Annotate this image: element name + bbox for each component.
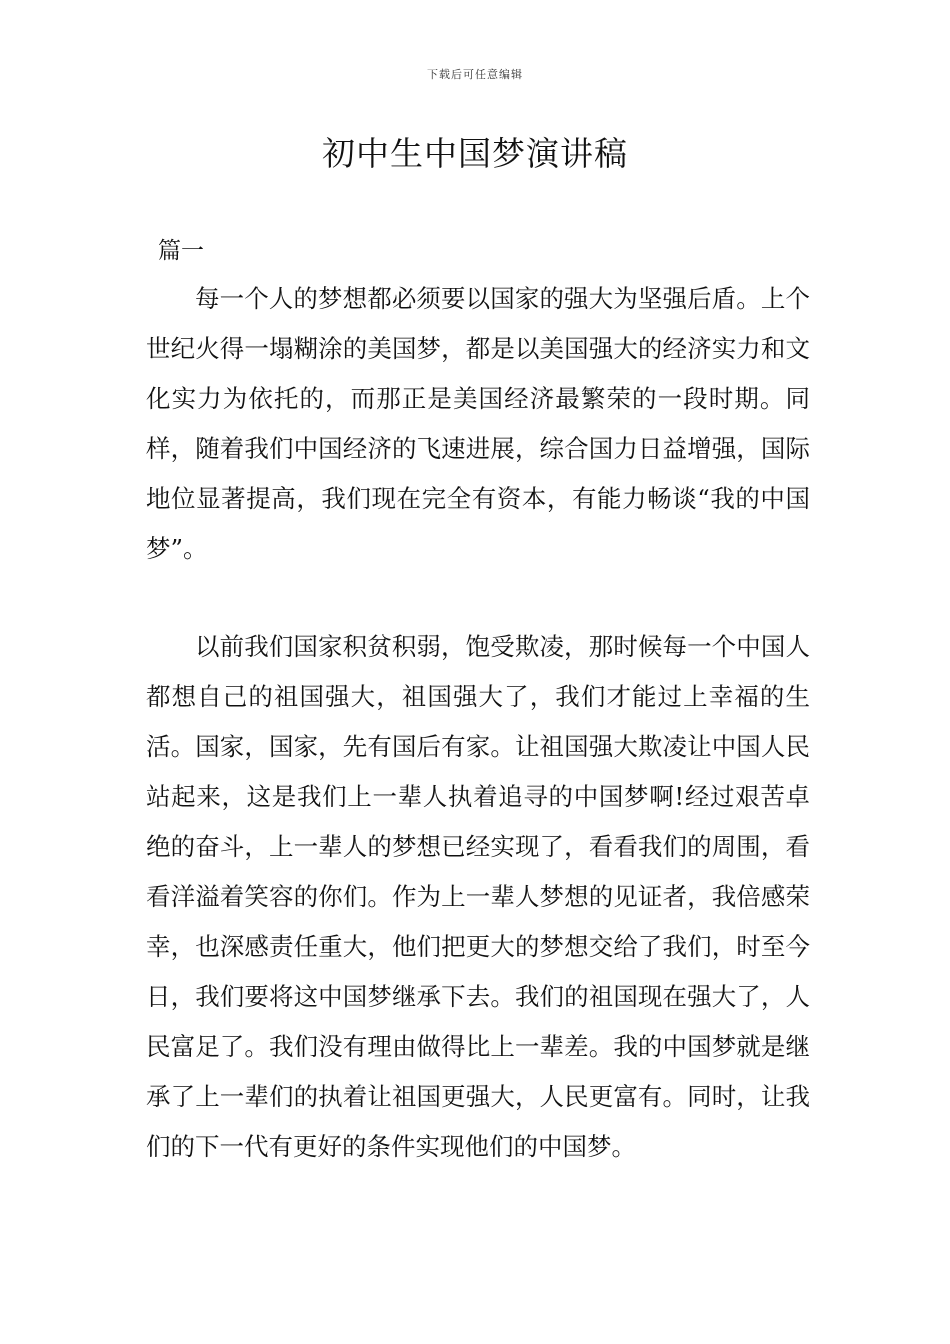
body-paragraph-2: 以前我们国家积贫积弱，饱受欺凌，那时候每一个中国人都想自己的祖国强大，祖国强大了，我们才能过上幸福的生活。国家，国家，先有国后有家。让祖国强大欺凌让中国人民站起来，这是我们上一辈人执着追寻的中国梦啊!经过艰苦卓绝的奋斗，上一辈人的梦想已经实现了，看看我们的周围，看看洋溢着笑容的你们。作为上一辈人梦想的见证者，我倍感荣幸，也深感责任重大，他们把更大的梦想交给了我们，时至今日，我们要将这中国梦继承下去。我们的祖国现在强大了，人民富足了。我们没有理由做得比上一辈差。我的中国梦就是继承了上一辈们的执着让祖国更强大，人民更富有。同时，让我们的下一代有更好的条件实现他们的中国梦。 [146, 632, 810, 1161]
section-label: 篇一 [158, 238, 204, 264]
header-note: 下载后可任意编辑 [427, 68, 523, 81]
document-title: 初中生中国梦演讲稿 [322, 134, 628, 173]
body-paragraph-1: 每一个人的梦想都必须要以国家的强大为坚强后盾。上个世纪火得一塌糊涂的美国梦，都是以美国强大的经济实力和文化实力为依托的，而那正是美国经济最繁荣的一段时期。同样，随着我们中国经济的飞速进展，综合国力日益增强，国际地位显著提高，我们现在完全有资本，有能力畅谈“我的中国梦”。 [146, 284, 810, 563]
